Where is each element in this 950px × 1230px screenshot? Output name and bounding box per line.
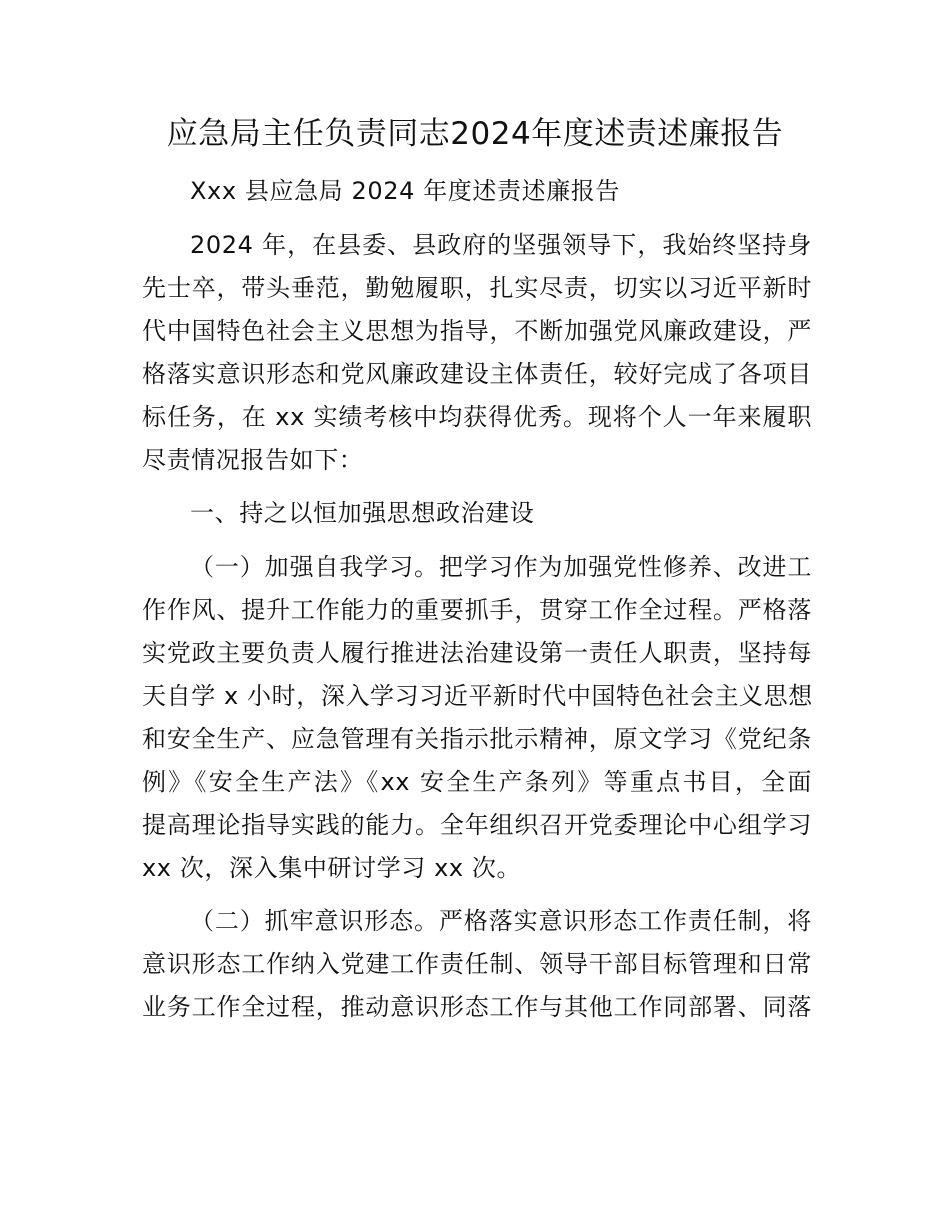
section-heading: 一、持之以恒加强思想政治建设 [190, 499, 535, 527]
paragraph-line: （一）加强自我学习。把学习作为加强党性修养、改进工 [190, 553, 812, 581]
document-title: 应急局主任负责同志2024年度述责述廉报告 [166, 116, 784, 152]
paragraph-line: 业务工作全过程，推动意识形态工作与其他工作同部署、同落 [142, 993, 812, 1021]
paragraph-line: 例》《安全生产法》《xx 安全生产条列》等重点书目，全面 [142, 768, 812, 796]
paragraph-line: xx 次，深入集中研讨学习 xx 次。 [142, 854, 522, 882]
paragraph-line: 格落实意识形态和党风廉政建设主体责任，较好完成了各项目 [142, 360, 812, 388]
paragraph-line: 提高理论指导实践的能力。全年组织召开党委理论中心组学习 [142, 811, 812, 839]
paragraph-line: （二）抓牢意识形态。严格落实意识形态工作责任制，将 [190, 907, 812, 935]
paragraph-line: 作作风、提升工作能力的重要抓手，贯穿工作全过程。严格落 [142, 596, 812, 624]
paragraph-line: 意识形态工作纳入党建工作责任制、领导干部目标管理和日常 [142, 950, 812, 978]
document-subtitle: Xxx 县应急局 2024 年度述责述廉报告 [190, 177, 621, 205]
paragraph-line: 尽责情况报告如下： [142, 446, 364, 474]
paragraph-line: 天自学 x 小时，深入学习习近平新时代中国特色社会主义思想 [142, 682, 813, 710]
paragraph-line: 和安全生产、应急管理有关指示批示精神，原文学习《党纪条 [142, 725, 812, 753]
paragraph-line: 先士卒，带头垂范，勤勉履职，扎实尽责，切实以习近平新时 [142, 274, 812, 302]
paragraph-line: 代中国特色社会主义思想为指导，不断加强党风廉政建设，严 [142, 317, 812, 345]
paragraph-line: 2024 年，在县委、县政府的坚强领导下，我始终坚持身 [190, 231, 812, 259]
paragraph-line: 实党政主要负责人履行推进法治建设第一责任人职责，坚持每 [142, 639, 812, 667]
paragraph-line: 标任务，在 xx 实绩考核中均获得优秀。现将个人一年来履职 [142, 403, 812, 431]
